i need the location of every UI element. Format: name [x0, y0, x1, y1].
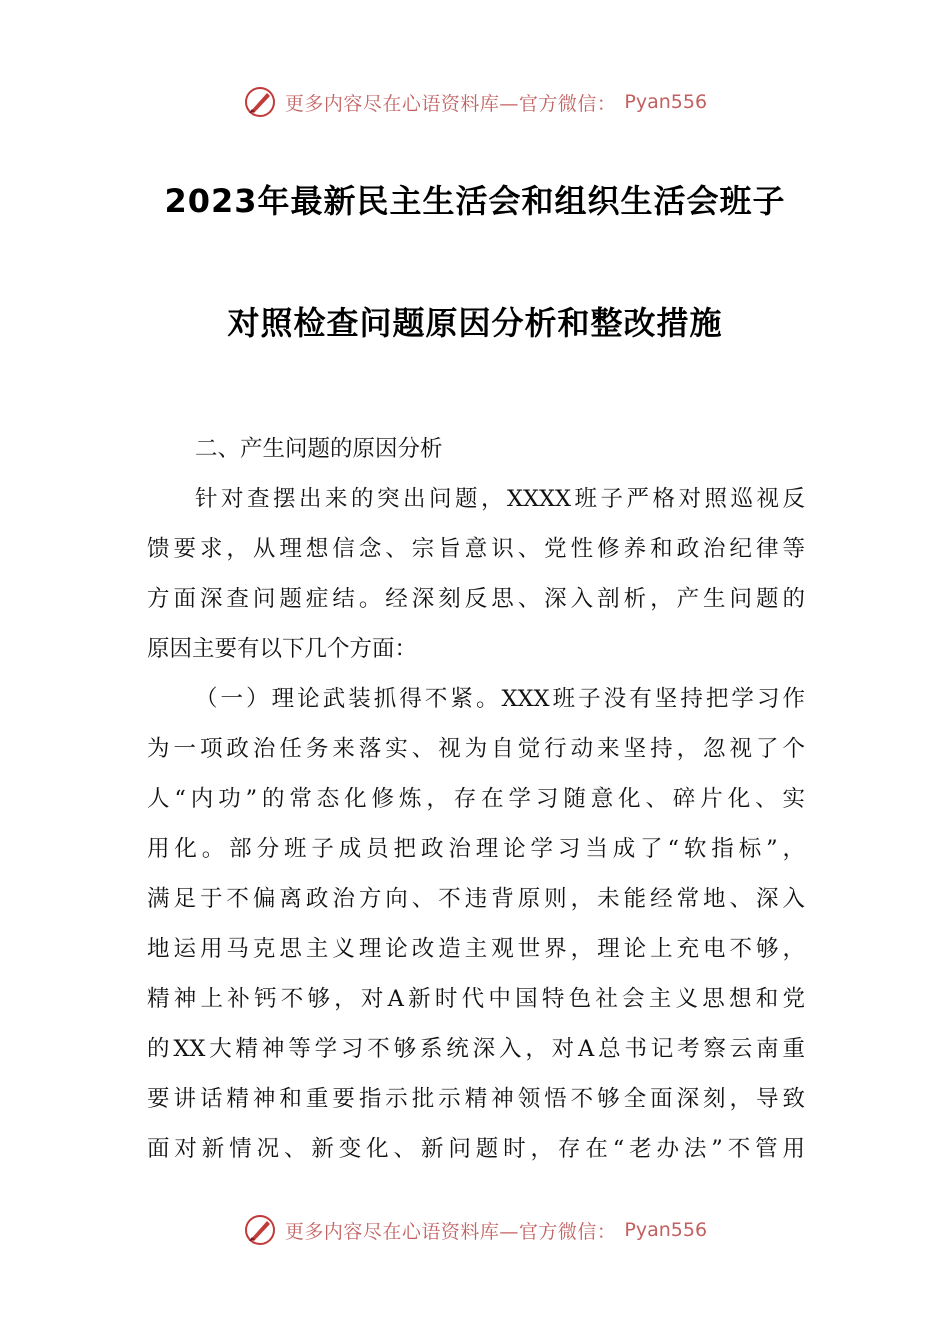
paragraph-line: 原因主要有以下几个方面：: [147, 636, 418, 662]
watermark-text: 更多内容尽在心语资料库—官方微信：: [284, 92, 617, 115]
paragraph-line: 方面深查问题症结。经深刻反思、深入剖析，产生问题的: [147, 586, 805, 612]
watermark-header: [0, 82, 950, 122]
document-title-line-1: 2023年最新民主生活会和组织生活会班子: [164, 182, 786, 220]
paragraph-line: 用化。部分班子成员把政治理论学习当成了“软指标”，: [147, 836, 805, 862]
watermark-text: 更多内容尽在心语资料库—官方微信：: [284, 1220, 617, 1243]
paragraph-line: 为一项政治任务来落实、视为自觉行动来坚持，忽视了个: [147, 736, 805, 762]
paragraph-line: 面对新情况、新变化、新问题时，存在“老办法”不管用: [147, 1136, 805, 1162]
paragraph-line: 的XX大精神等学习不够系统深入，对A总书记考察云南重: [147, 1036, 805, 1062]
paragraph-line: 地运用马克思主义理论改造主观世界，理论上充电不够，: [147, 936, 805, 962]
watermark-wechat-id: Pyan556: [624, 1219, 708, 1241]
watermark-footer: [0, 1210, 950, 1250]
watermark-wechat-id: Pyan556: [624, 91, 708, 113]
logo-icon: [243, 85, 277, 119]
paragraph-line: 针对查摆出来的突出问题，XXXX班子严格对照巡视反: [195, 486, 805, 512]
paragraph-line: 要讲话精神和重要指示批示精神领悟不够全面深刻，导致: [147, 1086, 805, 1112]
section-heading: 二、产生问题的原因分析: [195, 436, 443, 462]
logo-icon: [243, 1213, 277, 1247]
paragraph-line: 精神上补钙不够，对A新时代中国特色社会主义思想和党: [147, 986, 805, 1012]
paragraph-line: 馈要求，从理想信念、宗旨意识、党性修养和政治纪律等: [147, 536, 805, 562]
paragraph-line: （一）理论武装抓得不紧。XXX班子没有坚持把学习作: [195, 686, 805, 712]
paragraph-line: 满足于不偏离政治方向、不违背原则，未能经常地、深入: [147, 886, 805, 912]
document-title-line-2: 对照检查问题原因分析和整改措施: [227, 304, 723, 342]
paragraph-line: 人“内功”的常态化修炼，存在学习随意化、碎片化、实: [147, 786, 805, 812]
